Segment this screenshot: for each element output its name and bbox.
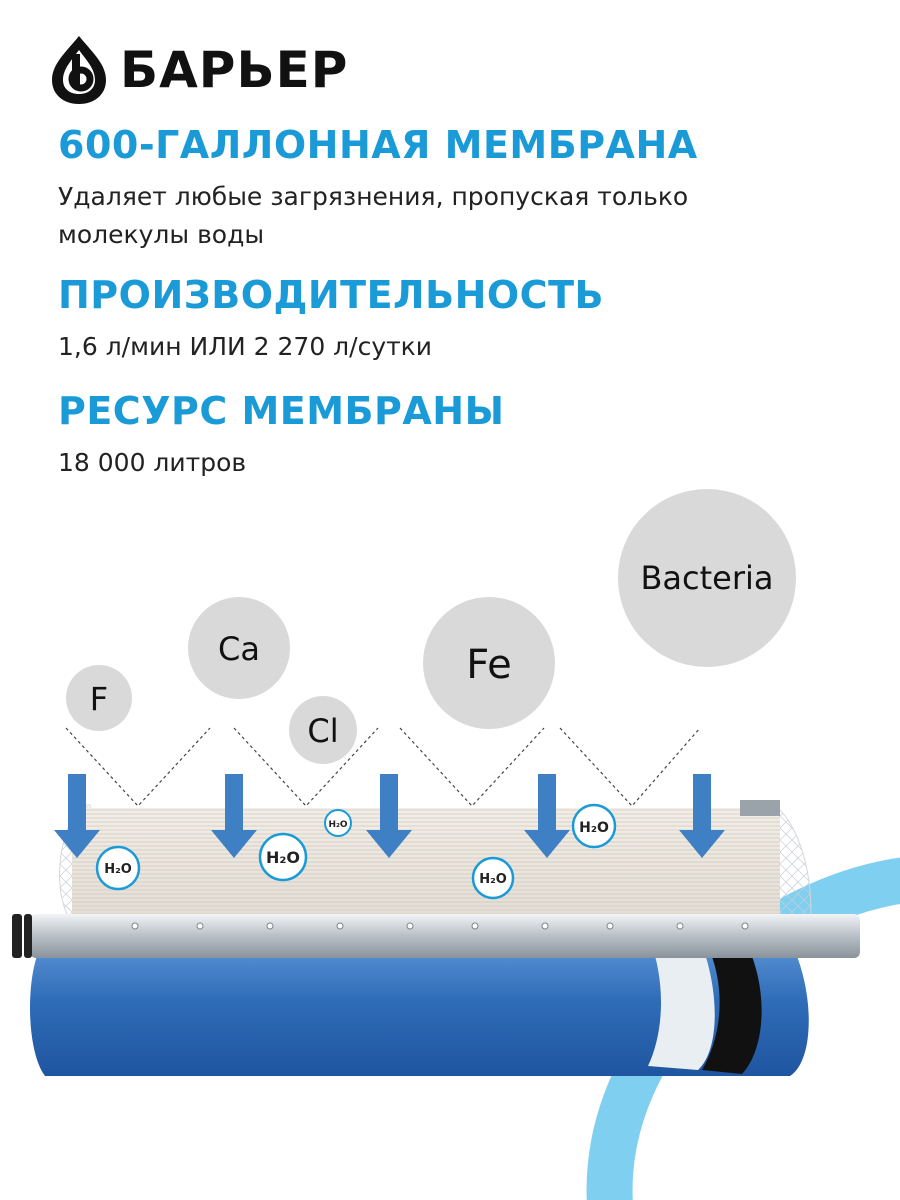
barrier-drop-icon	[48, 34, 110, 106]
svg-text:H₂O: H₂O	[479, 872, 507, 887]
water-molecule	[473, 858, 513, 898]
section-title-performance: ПРОИЗВОДИТЕЛЬНОСТЬ	[58, 273, 604, 317]
membrane-sheets	[72, 800, 780, 916]
brand-name: БАРЬЕР	[120, 41, 349, 99]
particle-f	[66, 665, 132, 731]
section-text-performance: 1,6 л/мин ИЛИ 2 270 л/сутки	[58, 332, 433, 361]
particle-fe	[423, 597, 555, 729]
particle-bacteria	[618, 489, 796, 667]
svg-text:Cl: Cl	[307, 712, 339, 750]
svg-text:Fe: Fe	[466, 642, 512, 688]
water-molecule	[325, 810, 351, 836]
svg-text:Ca: Ca	[218, 630, 260, 668]
svg-text:Bacteria: Bacteria	[640, 559, 774, 597]
permeate-pipe	[12, 914, 860, 958]
particle-ca	[188, 597, 290, 699]
section-text-resource: 18 000 литров	[58, 448, 247, 477]
membrane-body	[30, 940, 809, 1076]
particle-cl	[289, 696, 357, 764]
svg-text:H₂O: H₂O	[104, 862, 132, 877]
section-title-resource: РЕСУРС МЕМБРАНЫ	[58, 389, 505, 433]
svg-text:H₂O: H₂O	[328, 820, 348, 830]
svg-text:H₂O: H₂O	[266, 848, 300, 867]
water-molecule	[97, 847, 139, 889]
svg-text:F: F	[89, 680, 109, 718]
water-molecule	[260, 834, 306, 880]
section-text-membrane: Удаляет любые загрязнения, пропуская только молекулы воды	[58, 182, 689, 249]
brand-logo	[48, 34, 348, 106]
water-molecule	[573, 805, 615, 847]
membrane-illustration	[0, 480, 900, 1200]
section-title-membrane: 600-ГАЛЛОННАЯ МЕМБРАНА	[58, 123, 698, 167]
svg-text:H₂O: H₂O	[579, 820, 609, 836]
